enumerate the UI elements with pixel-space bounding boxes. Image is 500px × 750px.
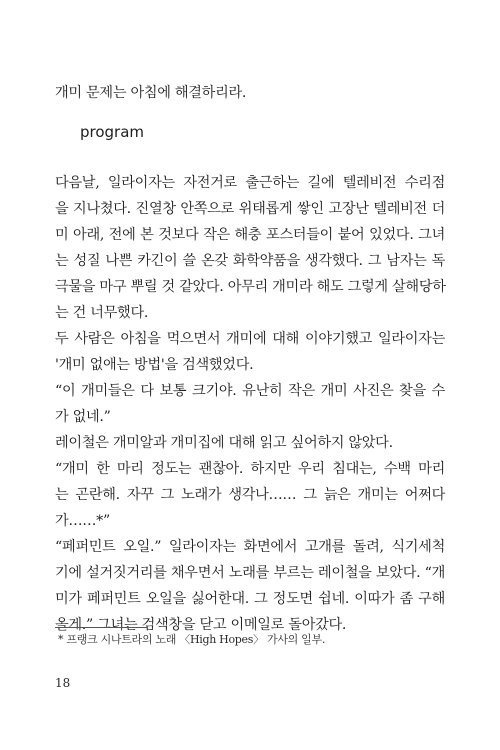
page-number: 18 [55,676,71,690]
body-line: 미 아래, 전에 본 것보다 작은 해충 포스터들이 붙어 있었다. 그녀 [55,227,445,243]
body-text [55,170,445,638]
body-line: “페퍼민트 오일.” 일라이자는 화면에서 고개를 돌려, 식기세척 [55,539,445,555]
body-line: 다음날, 일라이자는 자전거로 출근하는 길에 텔레비전 수리점 [55,175,445,191]
body-line: 극물을 마구 뿌릴 것 같았다. 아무리 개미라 해도 그렇게 살해당하 [55,279,446,295]
body-line: 기에 설거짓거리를 채우면서 노래를 부르는 레이철을 보았다. “개 [55,565,445,581]
body-line: 가 없네.” [55,409,111,425]
body-line: 레이철은 개미알과 개미집에 대해 읽고 싶어하지 않았다. [55,435,393,451]
footnote-divider [55,627,147,628]
body-line: “개미 한 마리 정도는 괜찮아. 하지만 우리 침대는, 수백 마리 [55,461,445,477]
body-line: '개미 없애는 방법'을 검색했었다. [55,357,254,373]
footnote: * 프랭크 시나트라의 노래 〈High Hopes〉 가사의 일부. [58,633,326,646]
body-line: “이 개미들은 다 보통 크기야. 유난히 작은 개미 사진은 찾을 수 [55,383,445,399]
body-line: 는 성질 나쁜 카긴이 쓸 온갖 화학약품을 생각했다. 그 남자는 독 [55,253,445,269]
intro-line: 개미 문제는 아침에 해결하리라. [55,85,247,101]
intro-paragraph [55,80,445,106]
body-line: 는 건 너무했다. [55,305,149,321]
body-line: 올게.” 그녀는 검색창을 닫고 이메일로 돌아갔다. [55,617,347,633]
body-line: 미가 페퍼민트 오일을 싫어한대. 그 정도면 쉽네. 이따가 좀 구해 [55,591,445,607]
body-line: 두 사람은 아침을 먹으면서 개미에 대해 이야기했고 일라이자는 [55,331,445,347]
body-line: 을 지나쳤다. 진열창 안쪽으로 위태롭게 쌓인 고장난 텔레비전 더 [55,201,445,217]
body-line: 가……*” [55,513,110,529]
body-line: 는 곤란해. 자꾸 그 노래가 생각나…… 그 늙은 개미는 어쩌다 [55,487,445,503]
section-heading: program [80,123,145,141]
